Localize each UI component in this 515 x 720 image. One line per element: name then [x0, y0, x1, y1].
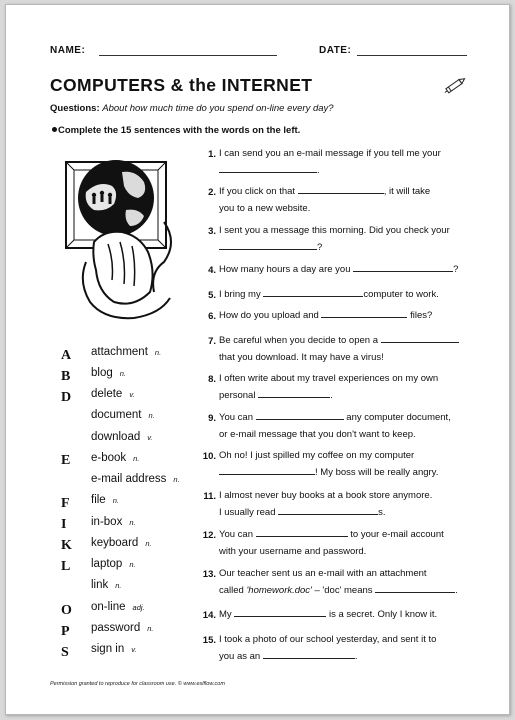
sentence-number: 9.: [208, 413, 216, 424]
letter-a: A: [61, 348, 72, 363]
sentence-11: I almost never buy books at a book store anymore. I usually read s.: [219, 490, 433, 518]
answer-blank[interactable]: [278, 505, 378, 515]
letter-e: E: [61, 453, 71, 468]
sentence-4: How many hours a day are you ?: [219, 264, 459, 275]
word-item: document n.: [91, 409, 155, 421]
sentence-5: I bring my computer to work.: [219, 289, 439, 300]
answer-blank[interactable]: [234, 607, 326, 617]
pencil-icon: [442, 75, 468, 97]
sentence-number: 15.: [202, 635, 216, 646]
sentence-number: 3.: [208, 226, 216, 237]
word-item: file n.: [91, 494, 119, 506]
instruction: Complete the 15 sentences with the words on the left.: [58, 125, 301, 136]
name-line: [99, 55, 277, 56]
sentence-number: 13.: [202, 569, 216, 580]
answer-blank[interactable]: [219, 240, 317, 250]
date-line: [357, 55, 467, 56]
sentence-2: If you click on that , it will take you to a new website.: [219, 186, 431, 214]
answer-blank[interactable]: [321, 308, 407, 318]
date-label: DATE:: [319, 45, 352, 56]
answer-blank[interactable]: [256, 527, 348, 537]
name-label: NAME:: [50, 45, 86, 56]
sentence-number: 12.: [202, 530, 216, 541]
word-item: in-box n.: [91, 516, 136, 528]
question-label: Questions:: [50, 103, 100, 114]
sentence-number: 7.: [208, 336, 216, 347]
answer-blank[interactable]: [256, 410, 344, 420]
answer-blank[interactable]: [258, 388, 330, 398]
letter-d: D: [61, 390, 72, 405]
sentence-15: I took a photo of our school yesterday, and sent it to you as an .: [219, 634, 437, 662]
word-item: password n.: [91, 622, 154, 634]
letter-f: F: [61, 496, 70, 511]
letter-s: S: [61, 645, 69, 660]
sentence-9: You can any computer document, or e-mail message that you don't want to keep.: [219, 412, 451, 440]
letter-k: K: [61, 538, 72, 553]
sentence-number: 4.: [208, 265, 216, 276]
bullet-icon: [52, 127, 57, 132]
sentence-number: 6.: [208, 311, 216, 322]
letter-b: B: [61, 369, 71, 384]
sentence-13: Our teacher sent us an e-mail with an attachment called 'homework.doc' – 'doc' means .: [219, 568, 458, 596]
question-text: About how much time do you spend on-line every day?: [102, 103, 334, 114]
letter-l: L: [61, 559, 71, 574]
sentence-number: 8.: [208, 374, 216, 385]
word-item: delete v.: [91, 388, 135, 400]
worksheet-page: [5, 4, 510, 715]
answer-blank[interactable]: [219, 163, 317, 173]
letter-p: P: [61, 624, 70, 639]
letter-i: I: [61, 517, 67, 532]
word-item: sign in v.: [91, 643, 137, 655]
word-item: on-line adj.: [91, 601, 145, 613]
word-item: e-book n.: [91, 452, 140, 464]
sentence-number: 1.: [208, 149, 216, 160]
sentence-1: I can send you an e-mail message if you tell me your .: [219, 148, 441, 176]
word-item: attachment n.: [91, 346, 162, 358]
answer-blank[interactable]: [353, 262, 453, 272]
answer-blank[interactable]: [375, 583, 455, 593]
copyright-footer: Permission granted to reproduce for classroom use. © www.eslflow.com: [50, 681, 225, 687]
sentence-number: 2.: [208, 187, 216, 198]
sentence-14: My is a secret. Only I know it.: [219, 609, 438, 620]
computer-globe-illustration: [64, 152, 182, 322]
answer-blank[interactable]: [298, 184, 384, 194]
word-item: keyboard n.: [91, 537, 152, 549]
word-item: link n.: [91, 579, 122, 591]
word-item: download v.: [91, 431, 153, 443]
word-item: e-mail address n.: [91, 473, 180, 485]
answer-blank[interactable]: [219, 465, 315, 475]
word-item: laptop n.: [91, 558, 136, 570]
sentence-number: 14.: [202, 610, 216, 621]
sentence-12: You can to your e-mail account with your username and password.: [219, 529, 444, 557]
word-item: blog n.: [91, 367, 127, 379]
sentence-10: Oh no! I just spilled my coffee on my computer ! My boss will be really angry.: [219, 450, 439, 478]
page-title: COMPUTERS & the INTERNET: [50, 75, 313, 95]
question-line: [50, 103, 334, 114]
answer-blank[interactable]: [263, 649, 355, 659]
sentence-8: I often write about my travel experiences on my own personal .: [219, 373, 439, 401]
sentence-number: 5.: [208, 290, 216, 301]
sentence-number: 11.: [203, 491, 216, 502]
sentence-6: How do you upload and files?: [219, 310, 433, 321]
sentence-7: Be careful when you decide to open a that you download. It may have a virus!: [219, 332, 479, 366]
sentence-number: 10.: [202, 451, 216, 462]
letter-o: O: [61, 603, 72, 618]
answer-blank[interactable]: [263, 287, 363, 297]
answer-blank[interactable]: [381, 333, 459, 343]
sentence-3: I sent you a message this morning. Did you check your ?: [219, 225, 450, 253]
